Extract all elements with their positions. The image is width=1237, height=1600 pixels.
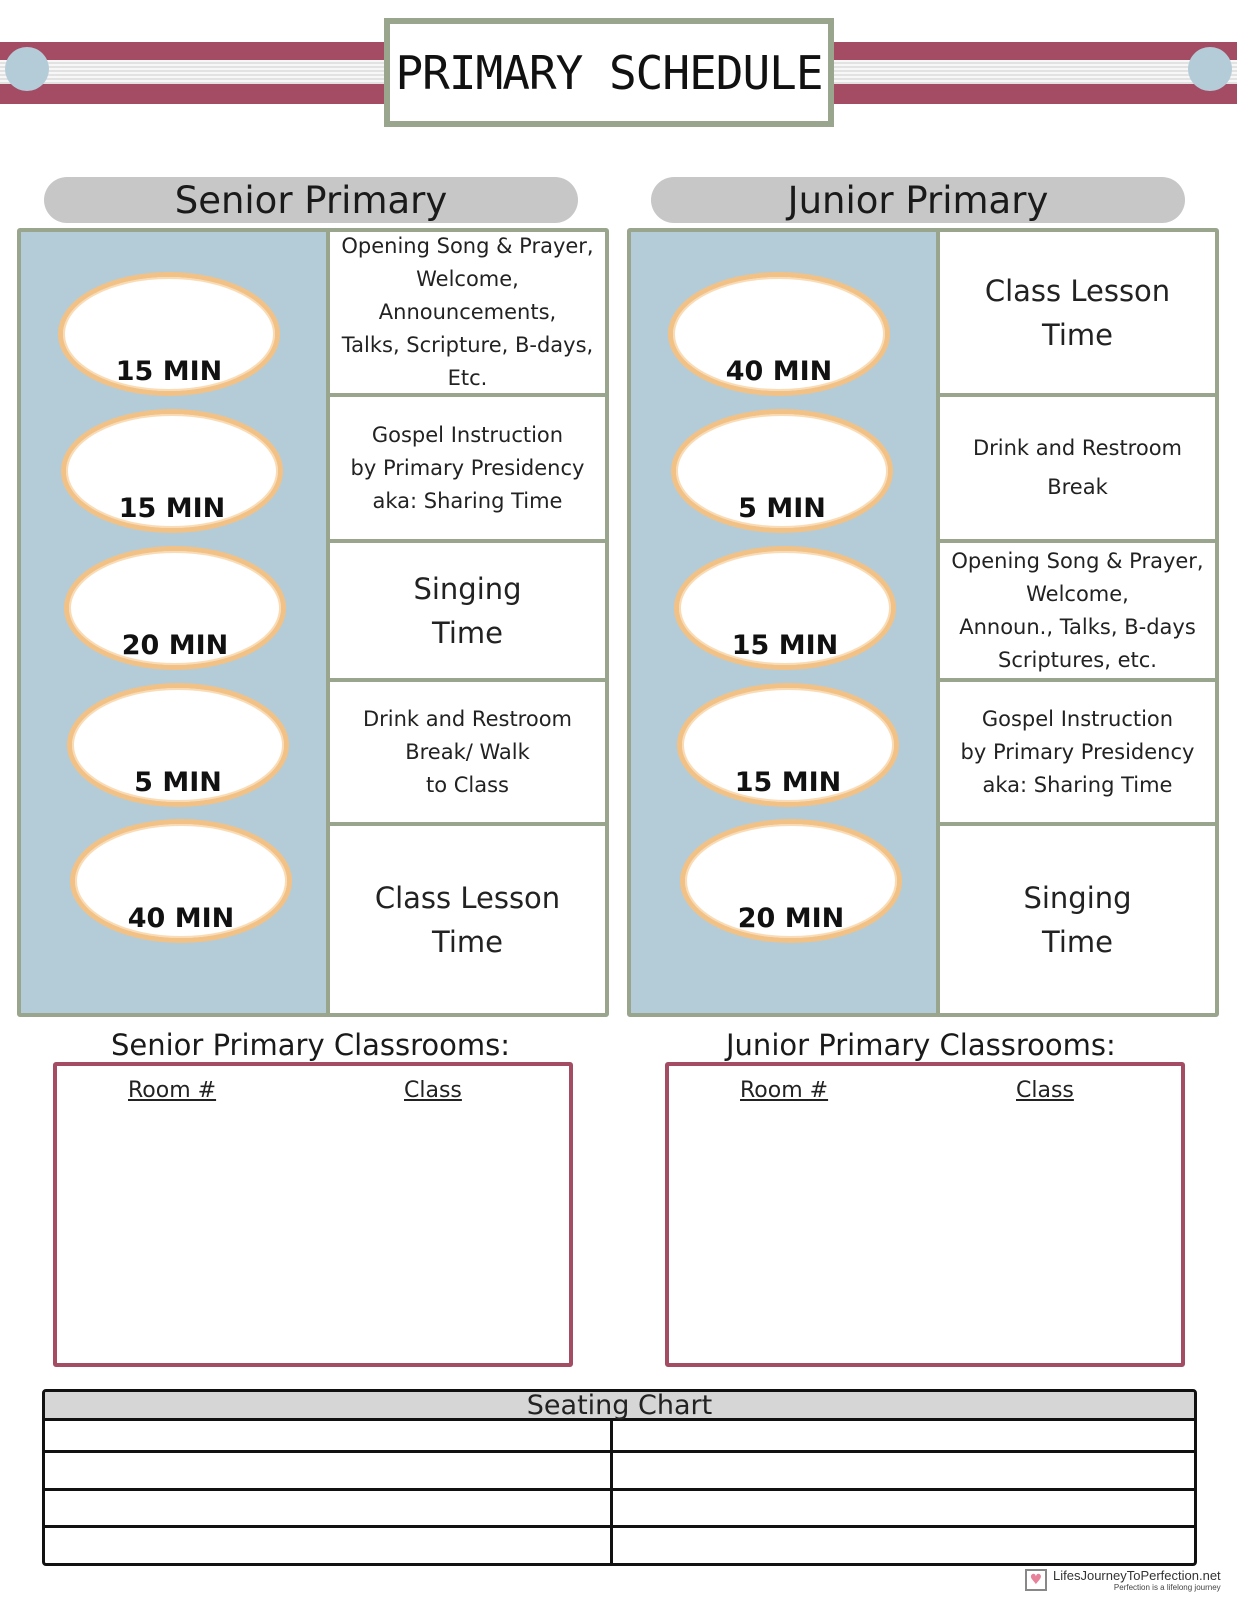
activity-cell: Opening Song & Prayer, Welcome, Announcements, Talks, Scripture, B-days, Etc. <box>330 232 605 397</box>
duration-oval <box>671 409 893 533</box>
room-number-header: Room # <box>128 1078 217 1103</box>
activity-cell: Singing Time <box>330 543 605 682</box>
duration-label: 15 MIN <box>734 767 842 798</box>
duration-oval <box>67 683 289 807</box>
senior-classrooms-box <box>53 1062 573 1367</box>
activity-cell: Class Lesson Time <box>330 826 605 1013</box>
page-title: PRIMARY SCHEDULE <box>384 18 834 127</box>
duration-label: 15 MIN <box>115 356 223 387</box>
duration-oval <box>677 683 899 807</box>
seating-row-line <box>45 1525 1194 1528</box>
room-number-header: Room # <box>740 1078 829 1103</box>
activity-cell: Opening Song & Prayer, Welcome, Announ., Talks, B-days Scriptures, etc. <box>940 543 1215 682</box>
duration-label: 5 MIN <box>134 767 222 798</box>
class-header: Class <box>404 1078 462 1103</box>
activity-cell: Gospel Instruction by Primary Presidency aka: Sharing Time <box>940 682 1215 826</box>
duration-oval <box>668 272 890 396</box>
duration-label: 5 MIN <box>738 493 826 524</box>
duration-label: 20 MIN <box>121 630 229 661</box>
junior-schedule-panel <box>627 228 1219 1017</box>
heart-icon: ♥ <box>1025 1569 1047 1591</box>
brand-tagline: Perfection is a lifelong journey <box>1113 1583 1221 1592</box>
activity-cell: Singing Time <box>940 826 1215 1013</box>
activity-cell: Class Lesson Time <box>940 232 1215 397</box>
seating-chart <box>42 1389 1197 1566</box>
seating-row-line <box>45 1488 1194 1491</box>
junior-primary-heading: Junior Primary <box>651 177 1185 223</box>
seating-column-line <box>610 1421 613 1563</box>
duration-label: 40 MIN <box>725 356 833 387</box>
seating-chart-title: Seating Chart <box>45 1392 1194 1421</box>
duration-oval <box>64 546 286 670</box>
senior-activity-column <box>326 232 605 1013</box>
band-dot-right <box>1188 47 1232 91</box>
activity-cell: Drink and Restroom Break/ Walk to Class <box>330 682 605 826</box>
class-header: Class <box>1016 1078 1074 1103</box>
duration-label: 20 MIN <box>737 903 845 934</box>
brand-name: LifesJourneyToPerfection.net <box>1053 1568 1221 1583</box>
duration-oval <box>58 272 280 396</box>
senior-primary-heading: Senior Primary <box>44 177 578 223</box>
duration-oval <box>61 409 283 533</box>
duration-label: 40 MIN <box>127 903 235 934</box>
activity-cell: Gospel Instruction by Primary Presidency aka: Sharing Time <box>330 397 605 543</box>
activity-cell: Drink and Restroom Break <box>940 397 1215 543</box>
duration-oval <box>680 819 902 943</box>
junior-classrooms-title: Junior Primary Classrooms: <box>726 1028 1116 1062</box>
seating-row-line <box>45 1450 1194 1453</box>
senior-schedule-panel <box>17 228 609 1017</box>
duration-oval <box>70 819 292 943</box>
junior-classrooms-box <box>665 1062 1185 1367</box>
senior-classrooms-title: Senior Primary Classrooms: <box>111 1028 511 1062</box>
band-dot-left <box>5 47 49 91</box>
junior-activity-column <box>936 232 1215 1013</box>
brand-logo <box>1025 1568 1221 1592</box>
duration-label: 15 MIN <box>731 630 839 661</box>
duration-oval <box>674 546 896 670</box>
duration-label: 15 MIN <box>118 493 226 524</box>
